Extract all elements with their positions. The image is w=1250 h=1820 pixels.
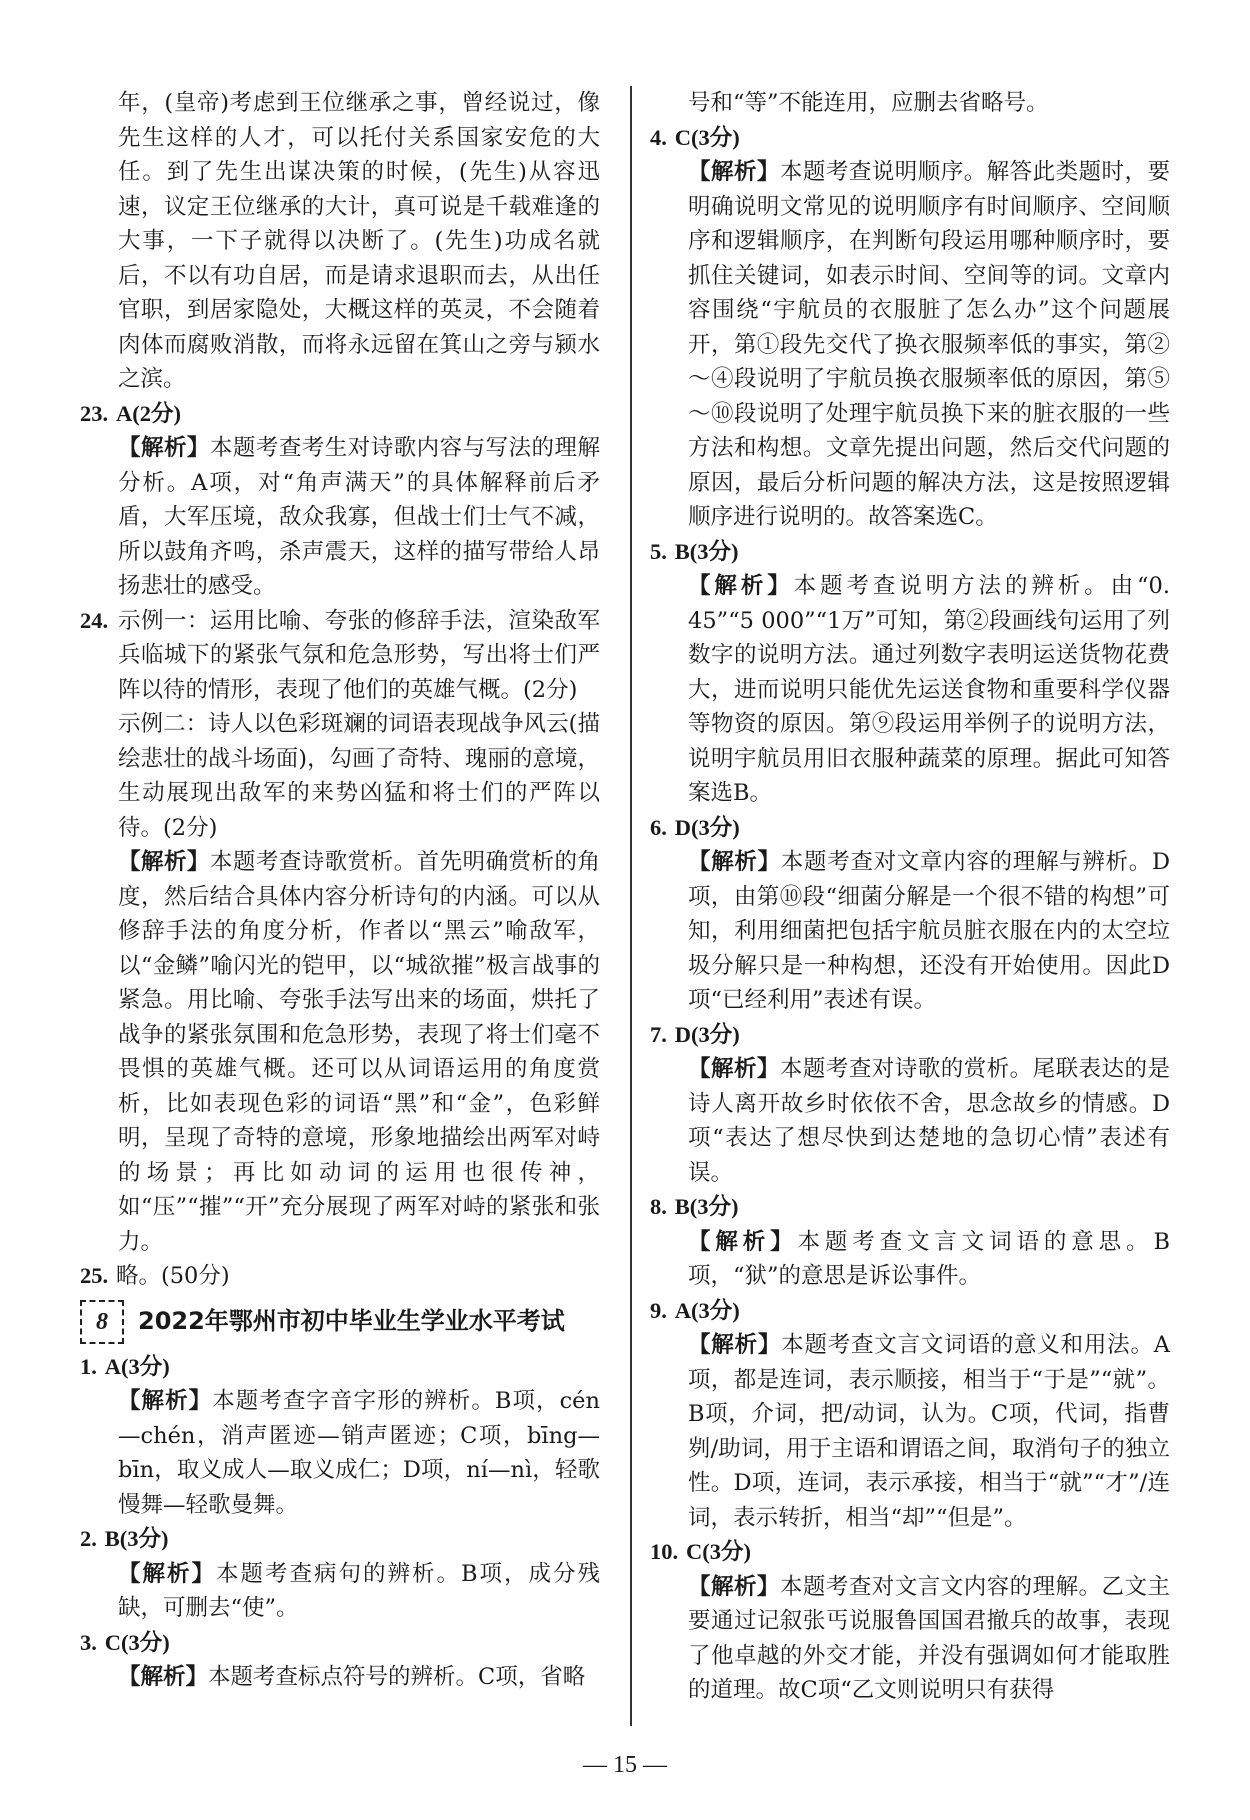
analysis-text: 本题考查考生对诗歌内容与写法的理解分析。A项，对“角声满天”的具体解释前后矛盾，大军压境，敌众我寡，但战士们士气不减，所以鼓角齐鸣，杀声震天，这样的描写带给人昂扬悲壮的感受。 [118, 435, 600, 599]
question-number: 10. [650, 1539, 679, 1564]
question-number: 23. [80, 400, 109, 426]
answer: C(3分) [685, 1539, 751, 1564]
section-title: 2022年鄂州市初中毕业生学业水平考试 [138, 1307, 565, 1336]
answer: A(3分) [674, 1297, 740, 1323]
question-number: 3. [80, 1629, 97, 1655]
question-number: 5. [650, 538, 667, 564]
analysis-tag: 【解析】 [118, 435, 210, 461]
analysis-text: 本题考查文言文词语的意义和用法。A项，都是连词，表示顺接，相当于“于是”“就”。B项，介词，把/动词，认为。C项，代词，指曹刿/助词，用于主语和谓语之间，取消句子的独立性。D项，连词，表示承接，相当于“就”“才”/连词，表示转折，相当“却”“但是”。 [688, 1332, 1170, 1531]
analysis-text: 本题考查对诗歌的赏析。尾联表达的是诗人离开故乡时依依不舍，思念故乡的情感。D项“表达了想尽快到达楚地的急切心情”表述有误。 [688, 1056, 1170, 1186]
question-3 [80, 1626, 600, 1695]
analysis-tag: 【解析】 [688, 1573, 780, 1600]
question-8 [650, 1190, 1170, 1294]
analysis-tag: 【解析】 [688, 849, 781, 875]
analysis-text: 本题考查对文言文内容的理解。乙文主要通过记叙张丐说服鲁国国君撤兵的故事，表现了他卓越的外交才能，并没有强调如何才能取胜的道理。故C项“乙文则说明只有获得 [688, 1573, 1170, 1703]
answer: B(3分) [104, 1526, 169, 1551]
column-divider [630, 86, 632, 1726]
question-number: 24. [80, 607, 109, 633]
analysis-tag: 【解析】 [118, 1560, 216, 1587]
question-number: 8. [650, 1194, 667, 1219]
answer: D(3分) [674, 1021, 740, 1047]
answer: 略。(50分) [115, 1263, 230, 1289]
page-number: — 15 — [583, 1752, 667, 1778]
section-number: 8 [80, 1300, 124, 1344]
left-column [80, 86, 600, 1695]
question-number: 1. [80, 1353, 97, 1379]
question-1 [80, 1350, 600, 1523]
analysis-tag: 【解析】 [118, 1664, 209, 1690]
example-two: 示例二：诗人以色彩斑斓的词语表现战争风云(描绘悲壮的战斗场面)，勾画了奇特、瑰丽的意境，生动展现出敌军的来势凶猛和将士们的严阵以待。(2分) [118, 711, 600, 841]
analysis-text: 本题考查说明顺序。解答此类题时，要明确说明文常见的说明顺序有时间顺序、空间顺序和逻辑顺序，在判断句段运用哪种顺序时，要抓住关键词，如表示时间、空间等的词。文章内容围绕“宇航员的衣服脏了怎么办”这个问题展开，第①段先交代了换衣服频率低的事实，第②～④段说明了宇航员换衣服频率低的原因，第⑤～⑩段说明了处理宇航员换下来的脏衣服的一些方法和构想。文章先提出问题，然后交代问题的原因，最后分析问题的解决方法，这是按照逻辑顺序进行说明的。故答案选C。 [688, 159, 1170, 530]
answer: A(2分) [115, 400, 181, 426]
question-number: 6. [650, 814, 667, 840]
answer: C(3分) [104, 1629, 170, 1655]
analysis-tag: 【解析】 [688, 1228, 798, 1255]
question-2 [80, 1522, 600, 1626]
analysis-tag: 【解析】 [118, 1388, 213, 1414]
question-9 [650, 1294, 1170, 1536]
example-one: 示例一：运用比喻、夸张的修辞手法，渲染敌军兵临城下的紧张气氛和危急形势，写出将士们严阵以待的情形，表现了他们的英雄气概。(2分) [118, 607, 600, 703]
question-24 [80, 604, 600, 1260]
analysis-text: 本题考查说明方法的辨析。由“0. 45”“5 000”“1万”可知，第②段画线句运用了列数字的说明方法。通过列数字表明运送货物花费大，进而说明只能优先运送食物和重要科学仪器等物资的原因。第⑨段运用举例子的说明方法，说明宇航员用旧衣服种蔬菜的原理。据此可知答案选B。 [688, 573, 1170, 806]
question-6 [650, 811, 1170, 1018]
answer: B(3分) [674, 538, 739, 564]
analysis-text: 本题考查文言文词语的意思。B项，“狱”的意思是诉讼事件。 [688, 1228, 1170, 1289]
analysis-tag: 【解析】 [688, 1332, 782, 1358]
analysis-tag: 【解析】 [688, 1056, 780, 1082]
question-number: 7. [650, 1021, 667, 1047]
analysis-text: 本题考查对文章内容的理解与辨析。D项，由第⑩段“细菌分解是一个很不错的构想”可知，利用细菌把包括宇航员脏衣服在内的太空垃圾分解只是一种构想，还没有开始使用。因此D项“已经利用”表述有误。 [688, 849, 1170, 1013]
analysis-text: 本题考查病句的辨析。B项，成分残缺，可删去“使”。 [118, 1560, 600, 1621]
section-header [80, 1300, 600, 1344]
analysis-text: 本题考查标点符号的辨析。C项，省略 [208, 1664, 586, 1690]
question-7 [650, 1018, 1170, 1191]
q22-continuation: 年，(皇帝)考虑到王位继承之事，曾经说过，像先生这样的人才，可以托付关系国家安危的大任。到了先生出谋决策的时候，(先生)从容迅速，议定王位继承的大计，真可说是千载难逢的大事，一下子就得以决断了。(先生)功成名就后，不以有功自居，而是请求退职而去，从出任官职，到居家隐处，大概这样的英灵，不会随着肉体而腐败消散，而将永远留在箕山之旁与颍水之滨。 [118, 90, 600, 392]
question-number: 2. [80, 1526, 97, 1551]
question-25 [80, 1259, 600, 1294]
question-10 [650, 1535, 1170, 1708]
question-number: 9. [650, 1297, 667, 1323]
q3-continuation: 号和“等”不能连用，应删去省略号。 [688, 90, 1049, 116]
question-4 [650, 121, 1170, 535]
answer: A(3分) [104, 1353, 170, 1379]
answer: D(3分) [674, 814, 740, 840]
question-number: 25. [80, 1263, 109, 1288]
analysis-tag: 【解析】 [688, 159, 780, 185]
analysis-text: 本题考查诗歌赏析。首先明确赏析的角度，然后结合具体内容分析诗句的内涵。可以从修辞手法的角度分析，作者以“黑云”喻敌军，以“金鳞”喻闪光的铠甲，以“城欲摧”极言战事的紧急。用比喻、夸张手法写出来的场面，烘托了战争的紧张氛围和危急形势，表现了将士们毫不畏惧的英雄气概。还可以从词语运用的角度赏析，比如表现色彩的词语“黑”和“金”，色彩鲜明，呈现了奇特的意境，形象地描绘出两军对峙的场景；再比如动词的运用也很传神，如“压”“摧”“开”充分展现了两军对峙的紧张和张力。 [118, 849, 600, 1255]
analysis-text: 本题考查字音字形的辨析。B项，cén—chén，消声匿迹—销声匿迹；C项，bīng—bīn，取义成人—取义成仁；D项，ní—nì，轻歌慢舞—轻歌曼舞。 [118, 1388, 600, 1518]
answer: C(3分) [674, 124, 740, 150]
question-23 [80, 397, 600, 604]
right-column [650, 86, 1170, 1708]
answer: B(3分) [674, 1194, 739, 1219]
question-number: 4. [650, 124, 667, 150]
analysis-tag: 【解析】 [688, 573, 794, 599]
analysis-tag: 【解析】 [118, 849, 210, 875]
question-5 [650, 535, 1170, 811]
